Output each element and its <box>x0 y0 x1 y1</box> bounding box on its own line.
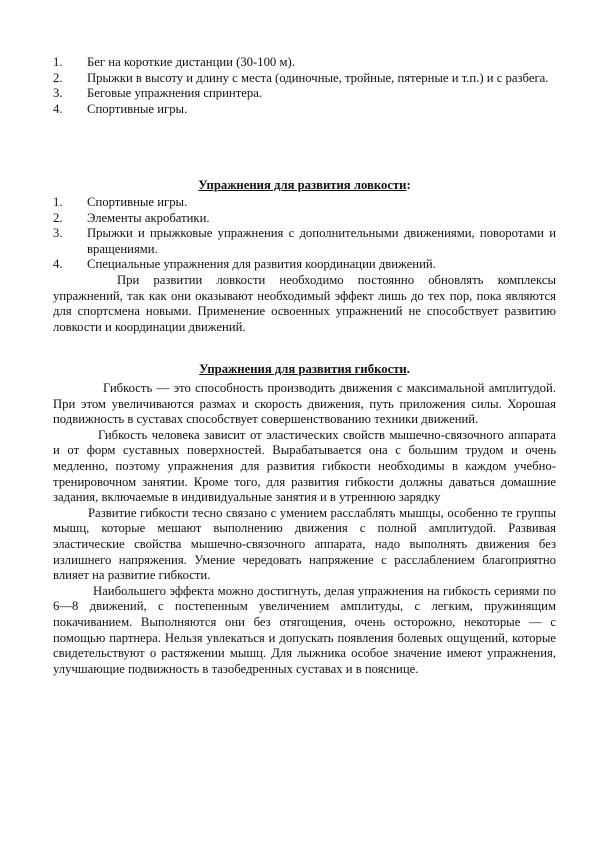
list-number: 3. <box>53 226 63 241</box>
list-item <box>53 55 556 71</box>
list-item <box>53 195 556 211</box>
list-text: Элементы акробатики. <box>87 210 210 225</box>
flexibility-body <box>53 381 556 677</box>
list-text: Бег на короткие дистанции (30-100 м). <box>87 55 295 69</box>
list-number: 1. <box>53 195 63 209</box>
flexibility-paragraph: Гибкость — это способность производить движения с максимальной амплитудой. При этом увеличиваются размах и скорость движения, путь приложения силы. Хорошая подвижность в суставах способствует совершенствованию техники движений. <box>53 381 556 427</box>
flexibility-heading <box>53 362 556 378</box>
flexibility-paragraph: Гибкость человека зависит от эластических свойств мышечно-связочного аппарата и от форм суставных поверхностей. Вырабатывается она с большим трудом и очень медленно, поэтому упражнения для развития гибкости необходимы в каждом учебно-тренировочном занятии. Кроме того, для развития гибкости должны даваться домашние задания, включаемые в индивидуальные занятия и в утреннюю зарядку <box>53 427 556 505</box>
flexibility-heading-suffix: . <box>406 362 410 376</box>
list-text: Спортивные игры. <box>87 195 188 209</box>
agility-paragraph: При развитии ловкости необходимо постоянно обновлять комплексы упражнений, так как они оказывают необходимый эффект лишь до тех пор, пока являются для спортсмена новыми. Применение освоенных упражнений не способствует развитию ловкости и координации движений. <box>53 272 556 334</box>
agility-heading-text: Упражнения для развития ловкости <box>198 178 407 192</box>
flexibility-paragraph: Развитие гибкости тесно связано с умением расслаблять мышцы, особенно те группы мышц, которые мешают выполнению движения с полной амплитудой. Развивая эластические свойства мышечно-связочного аппарата, надо выполнять движения без излишнего напряжения. Умение чередовать напряжение с расслаблением благоприятно влияет на развитие гибкости. <box>53 505 556 583</box>
agility-exercise-list <box>53 195 556 335</box>
speed-exercise-list <box>53 55 556 117</box>
list-item <box>53 257 556 273</box>
flexibility-paragraph: Наибольшего эффекта можно достигнуть, делая упражнения на гибкость сериями по 6—8 движений, с постепенным увеличением амплитуды, с легким, пружинящим покачиванием. Выполняются они без отягощения, очень осторожно, некоторые — с помощью партнера. Нельзя увлекаться и допускать появления болевых ощущений, которые свидетельствуют о растяжении мышц. Для лыжника особое значение имеют упражнения, улучшающие подвижность в тазобедренных суставах и в пояснице. <box>53 583 556 676</box>
list-text: Прыжки и прыжковые упражнения с дополнительными движениями, поворотами и вращениями. <box>87 226 556 256</box>
agility-heading <box>53 178 556 194</box>
list-text: Спортивные игры. <box>87 101 188 116</box>
list-number: 2. <box>53 70 63 85</box>
list-text: Беговые упражнения спринтера. <box>87 86 263 101</box>
list-item <box>53 71 556 87</box>
list-number: 4. <box>53 101 63 116</box>
list-number: 2. <box>53 210 63 225</box>
list-item <box>53 211 556 227</box>
agility-heading-suffix: : <box>406 178 411 192</box>
list-item <box>53 226 556 257</box>
flexibility-heading-text: Упражнения для развития гибкости <box>199 362 407 376</box>
list-text: Специальные упражнения для развития координации движений. <box>87 257 436 272</box>
list-item <box>53 86 556 102</box>
list-number: 1. <box>53 55 63 69</box>
list-text: Прыжки в высоту и длину с места (одиночные, тройные, пятерные и т.п.) и с разбега. <box>87 70 549 85</box>
list-number: 3. <box>53 86 63 101</box>
list-number: 4. <box>53 257 63 272</box>
list-item <box>53 102 556 118</box>
